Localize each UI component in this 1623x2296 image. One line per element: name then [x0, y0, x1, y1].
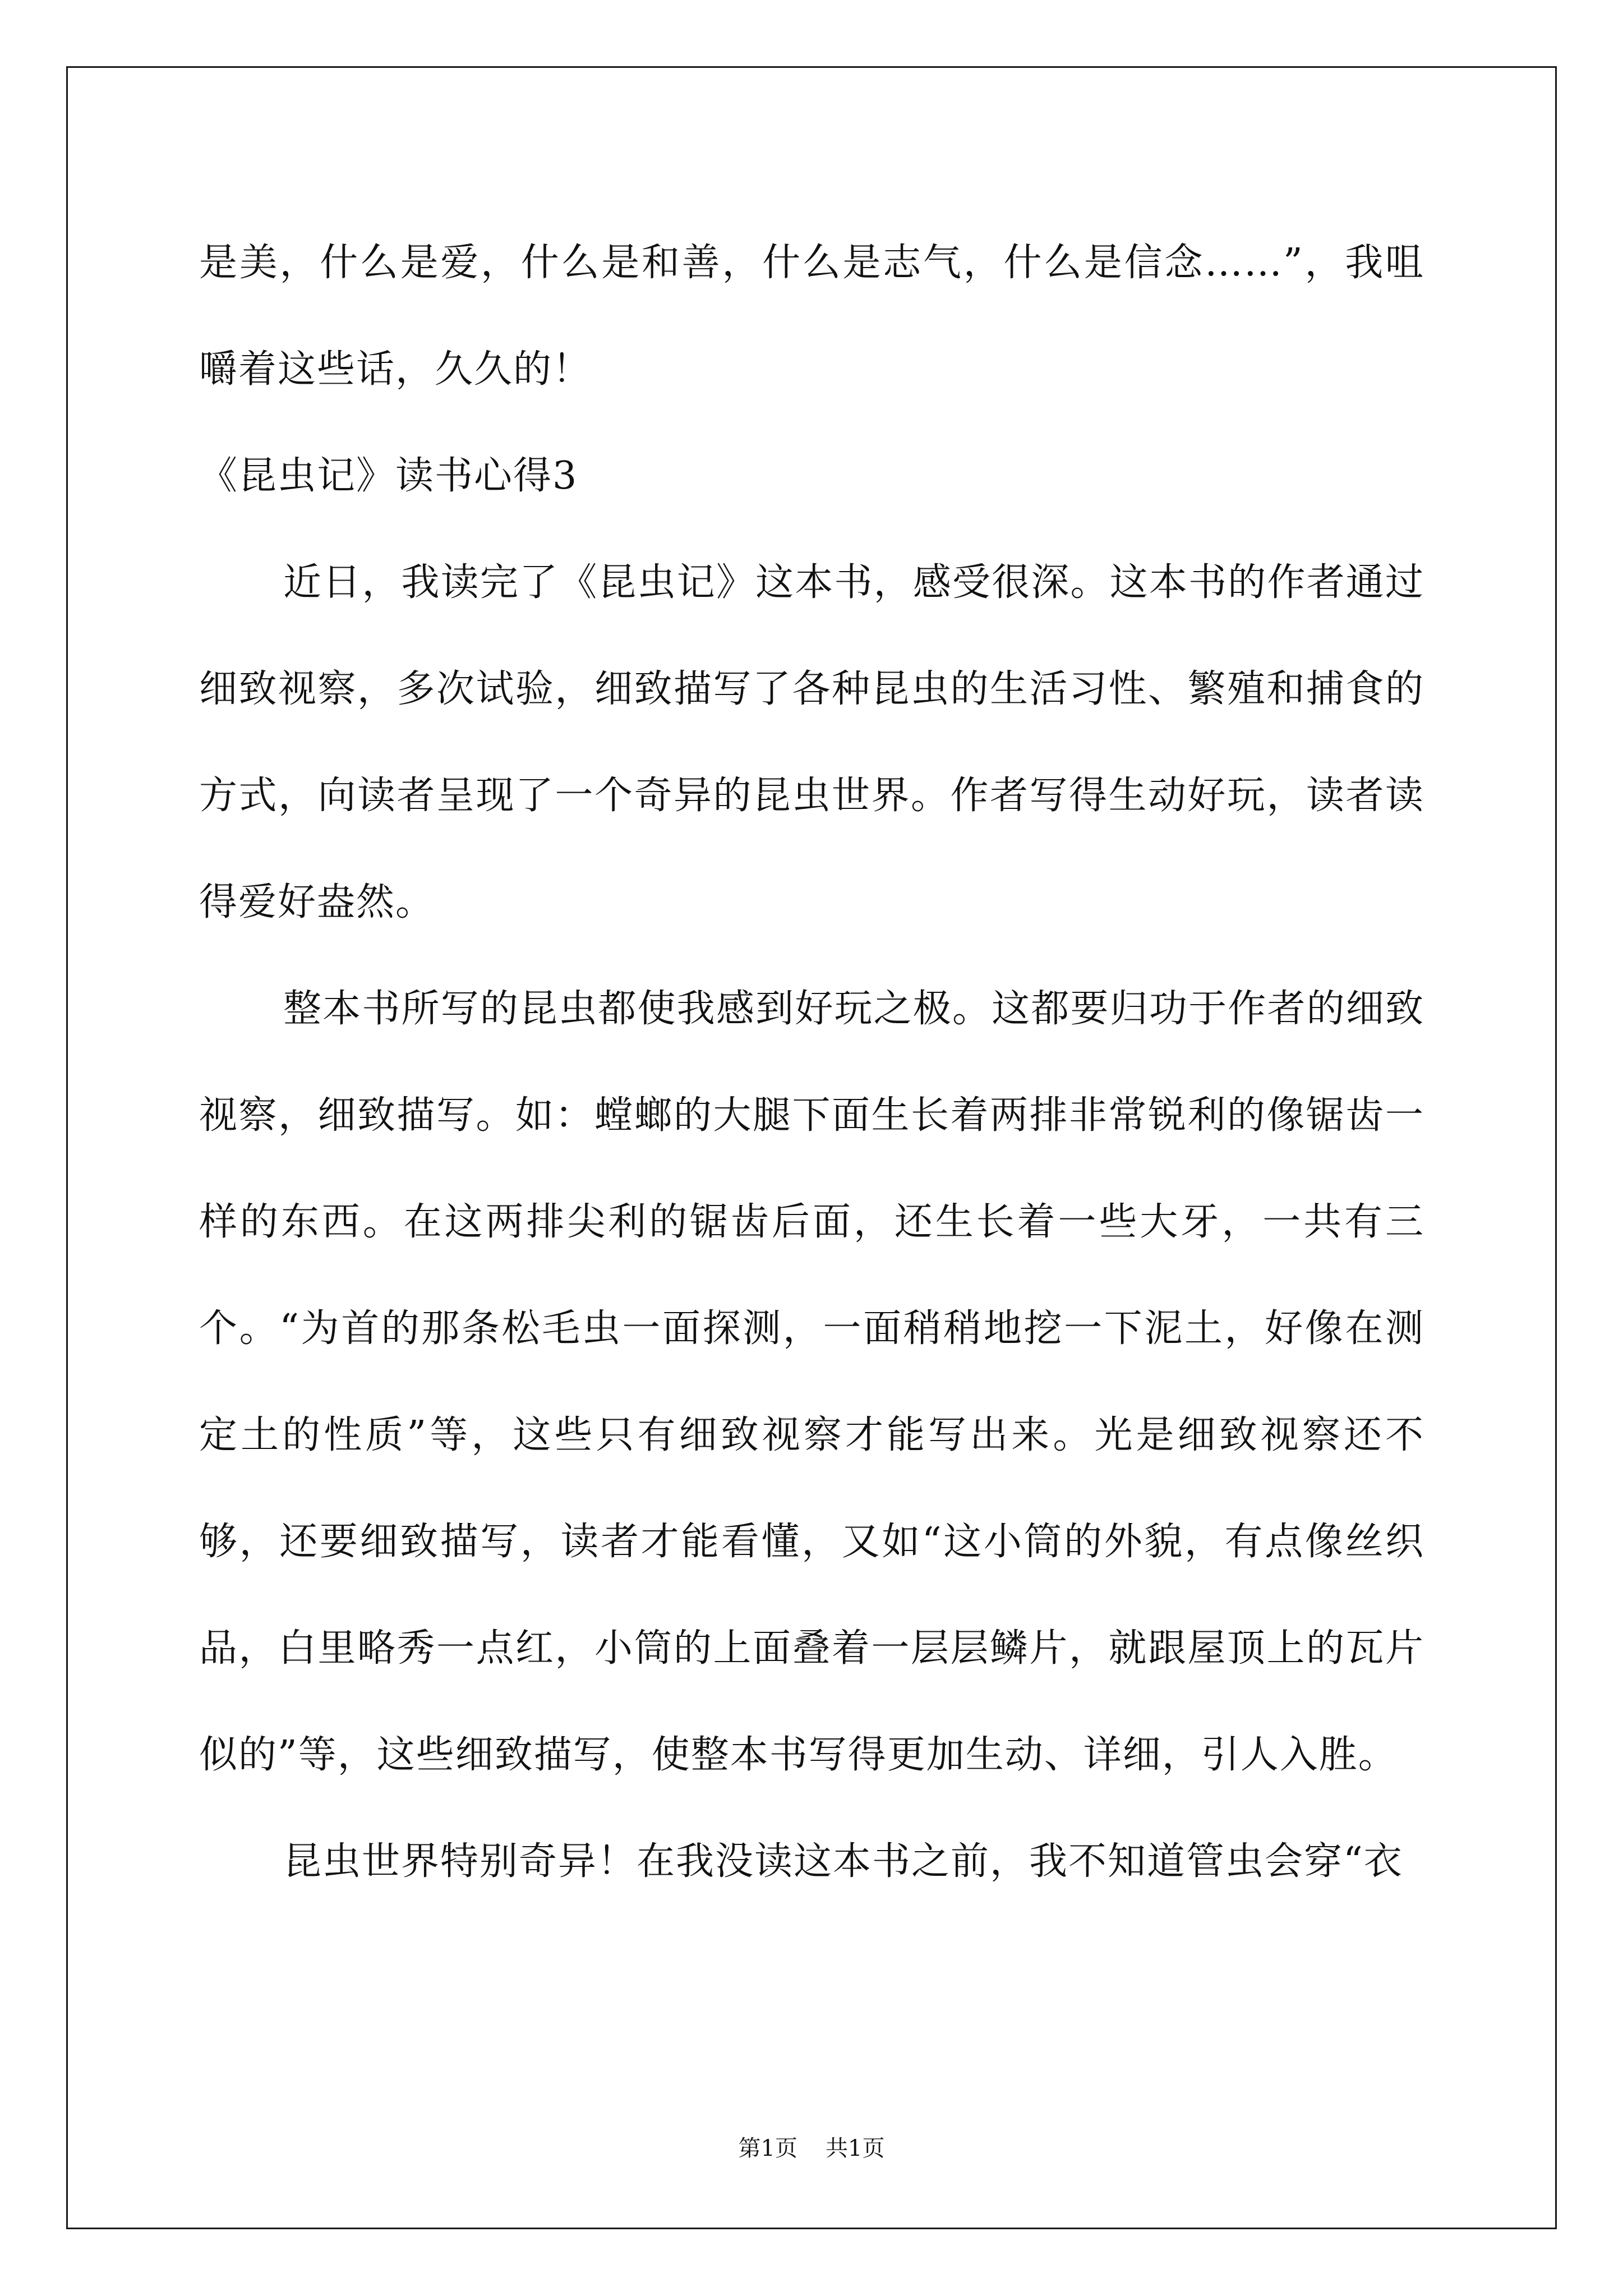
paragraph-intro: 近日，我读完了《昆虫记》这本书，感受很深。这本书的作者通过细致视察，多次试验，细致描写了各种昆虫的生活习性、繁殖和捕食的方式，向读者呈现了一个奇异的昆虫世界。作者写得生动好玩，读者读得爱好盎然。: [199, 560, 1424, 924]
paragraph-insect-world: 昆虫世界特别奇异！在我没读这本书之前，我不知道管虫会穿“衣: [283, 1839, 1403, 1884]
section-heading: 《昆虫记》读书心得3: [199, 454, 578, 498]
paragraph-continuation: 是美，什么是爱，什么是和善，什么是志气，什么是信念……”，我咀嚼着这些话，久久的！: [199, 241, 1424, 392]
document-body: [199, 210, 1424, 1915]
paragraph-observation: 整本书所写的昆虫都使我感到好玩之极。这都要归功于作者的细致视察，细致描写。如：螳螂的大腿下面生长着两排非常锐利的像锯齿一样的东西。在这两排尖利的锯齿后面，还生长着一些大牙，一共有三个。“为首的那条松毛虫一面探测，一面稍稍地挖一下泥土，好像在测定土的性质”等，这些只有细致视察才能写出来。光是细致视察还不够，还要细致描写，读者才能看懂，又如“这小筒的外貌，有点像丝织品，白里略秀一点红，小筒的上面叠着一层层鳞片，就跟屋顶上的瓦片似的”等，这些细致描写，使整本书写得更加生动、详细，引人入胜。: [199, 987, 1424, 1777]
page-total: 共1页: [826, 2136, 885, 2161]
page-number: 第1页: [738, 2136, 797, 2161]
page-footer: [0, 2132, 1623, 2165]
